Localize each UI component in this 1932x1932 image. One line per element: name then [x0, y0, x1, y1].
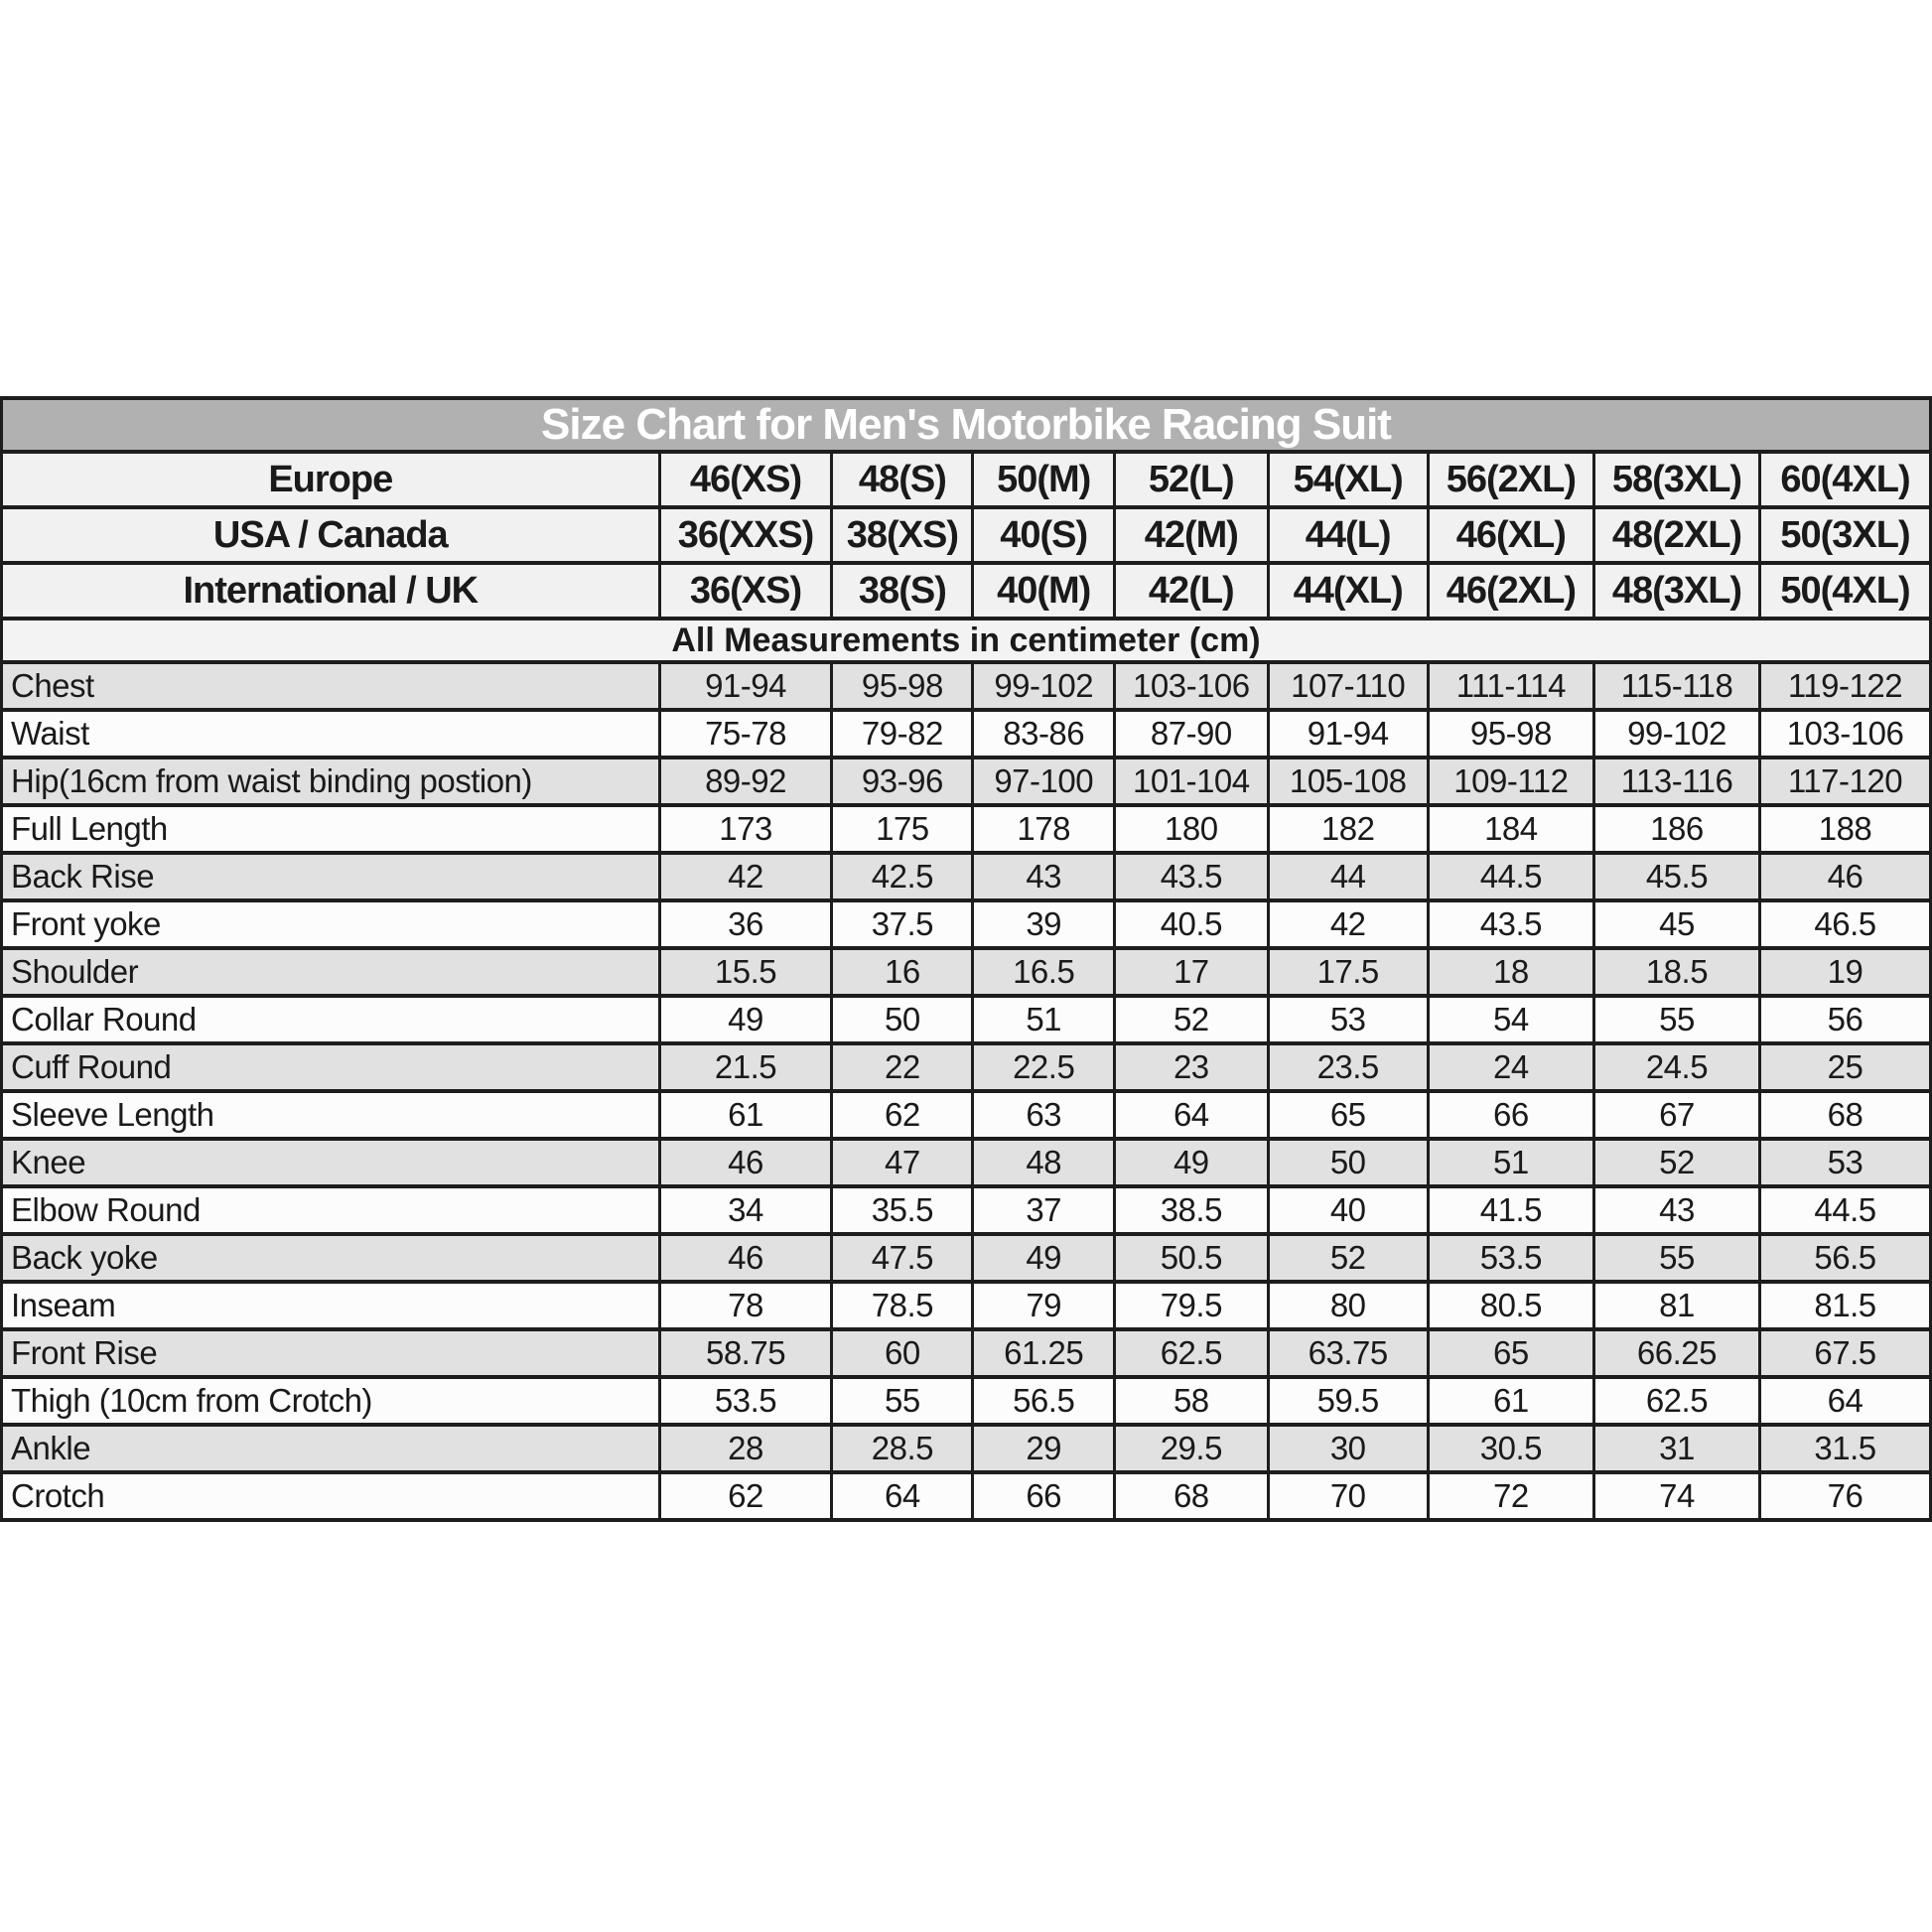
value-cell: 63	[973, 1091, 1115, 1139]
value-cell: 62.5	[1593, 1377, 1759, 1425]
value-cell: 50	[1268, 1139, 1428, 1186]
value-cell: 40	[1268, 1186, 1428, 1234]
value-cell: 178	[973, 805, 1115, 853]
value-cell: 89-92	[659, 758, 832, 805]
value-cell: 61	[1428, 1377, 1593, 1425]
measurement-row	[2, 1282, 1931, 1329]
value-cell: 58.75	[659, 1329, 832, 1377]
value-cell: 17	[1115, 948, 1268, 996]
row-label-cell: Waist	[2, 710, 660, 758]
value-cell: 115-118	[1593, 662, 1759, 710]
value-cell: 78.5	[832, 1282, 973, 1329]
value-cell: 180	[1115, 805, 1268, 853]
value-cell: 72	[1428, 1472, 1593, 1520]
value-cell: 79-82	[832, 710, 973, 758]
value-cell: 66	[1428, 1091, 1593, 1139]
value-cell: 67	[1593, 1091, 1759, 1139]
value-cell: 40.5	[1115, 900, 1268, 948]
measurement-row	[2, 1377, 1931, 1425]
measurement-row	[2, 1139, 1931, 1186]
row-label-cell: International / UK	[2, 563, 660, 619]
measurement-row	[2, 758, 1931, 805]
value-cell: 79	[973, 1282, 1115, 1329]
row-label-cell: USA / Canada	[2, 507, 660, 563]
value-cell: 58(3XL)	[1593, 452, 1759, 507]
value-cell: 16.5	[973, 948, 1115, 996]
value-cell: 30.5	[1428, 1425, 1593, 1472]
value-cell: 18	[1428, 948, 1593, 996]
value-cell: 87-90	[1115, 710, 1268, 758]
measurement-note: All Measurements in centimeter (cm)	[2, 619, 1931, 662]
value-cell: 46(XL)	[1428, 507, 1593, 563]
value-cell: 62.5	[1115, 1329, 1268, 1377]
value-cell: 44.5	[1760, 1186, 1931, 1234]
measurement-row	[2, 948, 1931, 996]
value-cell: 44(XL)	[1268, 563, 1428, 619]
size-chart-table	[0, 396, 1932, 1522]
title-section	[2, 398, 1931, 452]
value-cell: 40(M)	[973, 563, 1115, 619]
measurement-row	[2, 996, 1931, 1043]
value-cell: 56	[1760, 996, 1931, 1043]
value-cell: 67.5	[1760, 1329, 1931, 1377]
value-cell: 91-94	[1268, 710, 1428, 758]
value-cell: 38.5	[1115, 1186, 1268, 1234]
row-label-cell: Back Rise	[2, 853, 660, 900]
value-cell: 107-110	[1268, 662, 1428, 710]
value-cell: 46	[659, 1234, 832, 1282]
value-cell: 95-98	[1428, 710, 1593, 758]
value-cell: 175	[832, 805, 973, 853]
value-cell: 50	[832, 996, 973, 1043]
row-label-cell: Collar Round	[2, 996, 660, 1043]
value-cell: 42(M)	[1115, 507, 1268, 563]
value-cell: 74	[1593, 1472, 1759, 1520]
value-cell: 64	[832, 1472, 973, 1520]
value-cell: 184	[1428, 805, 1593, 853]
row-label-cell: Elbow Round	[2, 1186, 660, 1234]
value-cell: 52	[1115, 996, 1268, 1043]
measurement-row	[2, 900, 1931, 948]
value-cell: 30	[1268, 1425, 1428, 1472]
value-cell: 48(S)	[832, 452, 973, 507]
row-label-cell: Europe	[2, 452, 660, 507]
size-system-row	[2, 563, 1931, 619]
value-cell: 53	[1760, 1139, 1931, 1186]
value-cell: 60(4XL)	[1760, 452, 1931, 507]
value-cell: 60	[832, 1329, 973, 1377]
value-cell: 99-102	[973, 662, 1115, 710]
value-cell: 83-86	[973, 710, 1115, 758]
value-cell: 49	[973, 1234, 1115, 1282]
value-cell: 79.5	[1115, 1282, 1268, 1329]
value-cell: 56.5	[973, 1377, 1115, 1425]
value-cell: 16	[832, 948, 973, 996]
value-cell: 46.5	[1760, 900, 1931, 948]
measurement-row	[2, 1425, 1931, 1472]
value-cell: 35.5	[832, 1186, 973, 1234]
value-cell: 103-106	[1760, 710, 1931, 758]
value-cell: 50.5	[1115, 1234, 1268, 1282]
value-cell: 22.5	[973, 1043, 1115, 1091]
value-cell: 55	[1593, 996, 1759, 1043]
value-cell: 65	[1428, 1329, 1593, 1377]
value-cell: 50(4XL)	[1760, 563, 1931, 619]
value-cell: 28.5	[832, 1425, 973, 1472]
value-cell: 21.5	[659, 1043, 832, 1091]
row-label-cell: Inseam	[2, 1282, 660, 1329]
value-cell: 44	[1268, 853, 1428, 900]
value-cell: 117-120	[1760, 758, 1931, 805]
value-cell: 42	[659, 853, 832, 900]
value-cell: 182	[1268, 805, 1428, 853]
value-cell: 47.5	[832, 1234, 973, 1282]
value-cell: 113-116	[1593, 758, 1759, 805]
value-cell: 42(L)	[1115, 563, 1268, 619]
value-cell: 54(XL)	[1268, 452, 1428, 507]
row-label-cell: Shoulder	[2, 948, 660, 996]
value-cell: 24.5	[1593, 1043, 1759, 1091]
value-cell: 45.5	[1593, 853, 1759, 900]
value-cell: 81	[1593, 1282, 1759, 1329]
value-cell: 70	[1268, 1472, 1428, 1520]
value-cell: 95-98	[832, 662, 973, 710]
value-cell: 18.5	[1593, 948, 1759, 996]
size-system-row	[2, 452, 1931, 507]
measurement-row	[2, 1472, 1931, 1520]
value-cell: 41.5	[1428, 1186, 1593, 1234]
value-cell: 37	[973, 1186, 1115, 1234]
value-cell: 46(XS)	[659, 452, 832, 507]
value-cell: 52	[1268, 1234, 1428, 1282]
value-cell: 52	[1593, 1139, 1759, 1186]
value-cell: 54	[1428, 996, 1593, 1043]
value-cell: 29	[973, 1425, 1115, 1472]
value-cell: 51	[1428, 1139, 1593, 1186]
value-cell: 34	[659, 1186, 832, 1234]
measurement-row	[2, 853, 1931, 900]
value-cell: 28	[659, 1425, 832, 1472]
value-cell: 64	[1115, 1091, 1268, 1139]
value-cell: 103-106	[1115, 662, 1268, 710]
size-system-section	[2, 452, 1931, 619]
measurement-row	[2, 805, 1931, 853]
measurement-row	[2, 1186, 1931, 1234]
size-system-row	[2, 507, 1931, 563]
value-cell: 43.5	[1115, 853, 1268, 900]
title-row	[2, 398, 1931, 452]
value-cell: 81.5	[1760, 1282, 1931, 1329]
value-cell: 43	[1593, 1186, 1759, 1234]
row-label-cell: Front yoke	[2, 900, 660, 948]
row-label-cell: Knee	[2, 1139, 660, 1186]
measurement-row	[2, 1043, 1931, 1091]
value-cell: 61	[659, 1091, 832, 1139]
value-cell: 50(M)	[973, 452, 1115, 507]
value-cell: 68	[1760, 1091, 1931, 1139]
row-label-cell: Ankle	[2, 1425, 660, 1472]
value-cell: 59.5	[1268, 1377, 1428, 1425]
value-cell: 78	[659, 1282, 832, 1329]
value-cell: 43	[973, 853, 1115, 900]
value-cell: 45	[1593, 900, 1759, 948]
value-cell: 186	[1593, 805, 1759, 853]
value-cell: 76	[1760, 1472, 1931, 1520]
value-cell: 46(2XL)	[1428, 563, 1593, 619]
measurement-row	[2, 1329, 1931, 1377]
value-cell: 46	[1760, 853, 1931, 900]
row-label-cell: Cuff Round	[2, 1043, 660, 1091]
value-cell: 91-94	[659, 662, 832, 710]
measurement-row	[2, 1234, 1931, 1282]
value-cell: 31.5	[1760, 1425, 1931, 1472]
value-cell: 61.25	[973, 1329, 1115, 1377]
value-cell: 48(3XL)	[1593, 563, 1759, 619]
value-cell: 46	[659, 1139, 832, 1186]
value-cell: 47	[832, 1139, 973, 1186]
value-cell: 66.25	[1593, 1329, 1759, 1377]
value-cell: 93-96	[832, 758, 973, 805]
row-label-cell: Full Length	[2, 805, 660, 853]
row-label-cell: Crotch	[2, 1472, 660, 1520]
value-cell: 37.5	[832, 900, 973, 948]
measurement-note-row	[2, 619, 1931, 662]
value-cell: 49	[1115, 1139, 1268, 1186]
row-label-cell: Sleeve Length	[2, 1091, 660, 1139]
value-cell: 43.5	[1428, 900, 1593, 948]
value-cell: 36(XS)	[659, 563, 832, 619]
value-cell: 64	[1760, 1377, 1931, 1425]
value-cell: 58	[1115, 1377, 1268, 1425]
value-cell: 56(2XL)	[1428, 452, 1593, 507]
value-cell: 99-102	[1593, 710, 1759, 758]
measurement-row	[2, 662, 1931, 710]
value-cell: 38(XS)	[832, 507, 973, 563]
value-cell: 80.5	[1428, 1282, 1593, 1329]
value-cell: 36(XXS)	[659, 507, 832, 563]
value-cell: 97-100	[973, 758, 1115, 805]
value-cell: 62	[659, 1472, 832, 1520]
value-cell: 65	[1268, 1091, 1428, 1139]
value-cell: 40(S)	[973, 507, 1115, 563]
row-label-cell: Chest	[2, 662, 660, 710]
value-cell: 52(L)	[1115, 452, 1268, 507]
measurement-note-section	[2, 619, 1931, 662]
value-cell: 15.5	[659, 948, 832, 996]
value-cell: 68	[1115, 1472, 1268, 1520]
row-label-cell: Back yoke	[2, 1234, 660, 1282]
value-cell: 53.5	[1428, 1234, 1593, 1282]
value-cell: 44(L)	[1268, 507, 1428, 563]
value-cell: 173	[659, 805, 832, 853]
value-cell: 48(2XL)	[1593, 507, 1759, 563]
value-cell: 105-108	[1268, 758, 1428, 805]
value-cell: 19	[1760, 948, 1931, 996]
value-cell: 63.75	[1268, 1329, 1428, 1377]
value-cell: 24	[1428, 1043, 1593, 1091]
value-cell: 38(S)	[832, 563, 973, 619]
value-cell: 111-114	[1428, 662, 1593, 710]
value-cell: 44.5	[1428, 853, 1593, 900]
value-cell: 53.5	[659, 1377, 832, 1425]
value-cell: 75-78	[659, 710, 832, 758]
value-cell: 42.5	[832, 853, 973, 900]
value-cell: 23.5	[1268, 1043, 1428, 1091]
value-cell: 49	[659, 996, 832, 1043]
value-cell: 80	[1268, 1282, 1428, 1329]
value-cell: 48	[973, 1139, 1115, 1186]
row-label-cell: Front Rise	[2, 1329, 660, 1377]
value-cell: 51	[973, 996, 1115, 1043]
value-cell: 22	[832, 1043, 973, 1091]
row-label-cell: Hip(16cm from waist binding postion)	[2, 758, 660, 805]
value-cell: 53	[1268, 996, 1428, 1043]
value-cell: 50(3XL)	[1760, 507, 1931, 563]
value-cell: 23	[1115, 1043, 1268, 1091]
value-cell: 62	[832, 1091, 973, 1139]
measurement-rows-section	[2, 662, 1931, 1520]
value-cell: 42	[1268, 900, 1428, 948]
value-cell: 55	[1593, 1234, 1759, 1282]
measurement-row	[2, 710, 1931, 758]
value-cell: 56.5	[1760, 1234, 1931, 1282]
value-cell: 188	[1760, 805, 1931, 853]
value-cell: 29.5	[1115, 1425, 1268, 1472]
value-cell: 55	[832, 1377, 973, 1425]
value-cell: 66	[973, 1472, 1115, 1520]
value-cell: 119-122	[1760, 662, 1931, 710]
table-title: Size Chart for Men's Motorbike Racing Suit	[2, 398, 1931, 452]
value-cell: 17.5	[1268, 948, 1428, 996]
value-cell: 39	[973, 900, 1115, 948]
value-cell: 36	[659, 900, 832, 948]
value-cell: 31	[1593, 1425, 1759, 1472]
measurement-row	[2, 1091, 1931, 1139]
value-cell: 101-104	[1115, 758, 1268, 805]
value-cell: 109-112	[1428, 758, 1593, 805]
value-cell: 25	[1760, 1043, 1931, 1091]
row-label-cell: Thigh (10cm from Crotch)	[2, 1377, 660, 1425]
